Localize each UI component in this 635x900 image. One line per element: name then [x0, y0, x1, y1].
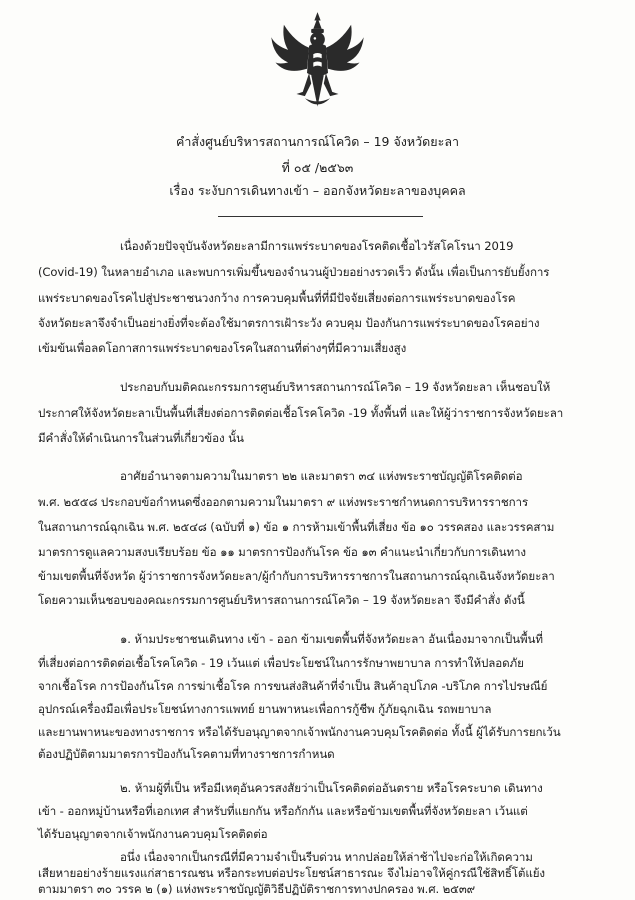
paragraph-3-line-1: อาศัยอำนาจตามความในมาตรา ๒๒ และมาตรา ๓๔ แห่งพระราชบัญญัติโรคติดต่อ	[120, 469, 523, 483]
paragraph-6-line-1: อนึ่ง เนื่องจากเป็นกรณีที่มีความจำเป็นรีบด่วน หากปล่อยให้ล่าช้าไปจะก่อให้เกิดความ	[120, 850, 533, 864]
paragraph-6-line-3: ตามมาตรา ๓๐ วรรค ๒ (๑) แห่งพระราชบัญญัติวิธีปฏิบัติราชการทางปกครอง พ.ศ. ๒๕๓๙	[38, 882, 476, 896]
order-title: คำสั่งศูนย์บริหารสถานการณ์โควิด – 19 จังหวัดยะลา	[175, 134, 459, 149]
order-number: ที่ ๐๕ /๒๕๖๓	[281, 160, 354, 175]
paragraph-3-line-6: โดยความเห็นชอบของคณะกรรมการศูนย์บริหารสถานการณ์โควิด – 19 จังหวัดยะลา จึงมีคำสั่ง ดังนี้	[38, 593, 525, 607]
paragraph-4-line-2: ที่เสี่ยงต่อการติดต่อเชื้อโรคโควิด - 19 เว้นแต่ เพื่อประโยชน์ในการรักษาพยาบาล การทำให้ปลอดภัย	[38, 656, 524, 670]
header-divider	[218, 216, 423, 217]
paragraph-4-line-6: ต้องปฏิบัติตามมาตรการป้องกันโรคตามที่ทางราชการกำหนด	[38, 747, 335, 761]
paragraph-4-line-5: และยานพาหนะของทางราชการ หรือได้รับอนุญาตจากเจ้าพนักงานควบคุมโรคติดต่อ ทั้งนี้ ผู้ได้รับการยกเว้น	[38, 725, 561, 739]
paragraph-5-line-1: ๒. ห้ามผู้ที่เป็น หรือมีเหตุอันควรสงสัยว่าเป็นโรคติดต่ออันตราย หรือโรคระบาด เดินทาง	[120, 781, 543, 795]
paragraph-3-line-5: ข้ามเขตพื้นที่จังหวัด ผู้ว่าราชการจังหวัดยะลา/ผู้กำกับการบริหารราชการในสถานการณ์ฉุกเฉินจังหวัดยะลา	[38, 569, 555, 583]
paragraph-4-line-4: อุปกรณ์เครื่องมือเพื่อประโยชน์ทางการแพทย์ ยานพาหนะเพื่อการกู้ชีพ กู้ภัยฉุกเฉิน รถพยาบาล	[38, 702, 492, 716]
garuda-emblem-icon	[265, 10, 370, 115]
paragraph-6-line-2: เสียหายอย่างร้ายแรงแก่สาธารณชน หรือกระทบต่อประโยชน์สาธารณะ จึงไม่อาจให้คู่กรณีใช้สิทธิ์โต้แย้ง	[38, 866, 545, 880]
paragraph-2-line-1: ประกอบกับมติคณะกรรมการศูนย์บริหารสถานการณ์โควิด – 19 จังหวัดยะลา เห็นชอบให้	[120, 380, 551, 394]
paragraph-3-line-4: มาตรการดูแลความสงบเรียบร้อย ข้อ ๑๑ มาตรการป้องกันโรค ข้อ ๑๓ คำแนะนำเกี่ยวกับการเดินทาง	[38, 545, 526, 559]
paragraph-2-line-2: ประกาศให้จังหวัดยะลาเป็นพื้นที่เสี่ยงต่อการติดต่อเชื้อโรคโควิด -19 ทั้งพื้นที่ และให้ผู้ว่าราชการจังหวัดยะลา	[38, 406, 564, 420]
paragraph-1-line-4: จังหวัดยะลาจึงจำเป็นอย่างยิ่งที่จะต้องใช้มาตรการเฝ้าระวัง ควบคุม ป้องกันการแพร่ระบาดของโรคอย่าง	[38, 316, 540, 330]
paragraph-4-line-1: ๑. ห้ามประชาชนเดินทาง เข้า - ออก ข้ามเขตพื้นที่จังหวัดยะลา อันเนื่องมาจากเป็นพื้นที่	[120, 632, 543, 646]
paragraph-5-line-3: ได้รับอนุญาตจากเจ้าพนักงานควบคุมโรคติดต่อ	[38, 827, 268, 841]
order-subject: เรื่อง ระงับการเดินทางเข้า – ออกจังหวัดยะลาของบุคคล	[169, 183, 466, 198]
paragraph-1-line-2: (Covid-19) ในหลายอำเภอ และพบการเพิ่มขึ้นของจำนวนผู้ป่วยอย่างรวดเร็ว ดังนั้น เพื่อเป็นการยับยั้งการ	[38, 265, 550, 279]
paragraph-4-line-3: จากเชื้อโรค การป้องกันโรค การฆ่าเชื้อโรค การขนส่งสินค้าที่จำเป็น สินค้าอุปโภค -บริโภค การไปรษณีย์	[38, 679, 548, 693]
paragraph-1-line-3: แพร่ระบาดของโรคไปสู่ประชาชนวงกว้าง การควบคุมพื้นที่ที่มีปัจจัยเสี่ยงต่อการแพร่ระบาดของโรค	[38, 291, 516, 305]
paragraph-2-line-3: มีคำสั่งให้ดำเนินการในส่วนที่เกี่ยวข้อง นั้น	[38, 431, 244, 445]
paragraph-1-line-5: เข้มข้นเพื่อลดโอกาสการแพร่ระบาดของโรคในสถานที่ต่างๆที่มีความเสี่ยงสูง	[38, 341, 407, 355]
paragraph-3-line-3: ในสถานการณ์ฉุกเฉิน พ.ศ. ๒๕๔๘ (ฉบับที่ ๑) ข้อ ๑ การห้ามเข้าพื้นที่เสี่ยง ข้อ ๑๐ วรรคสอง และวรรคสาม	[38, 520, 555, 534]
paragraph-1-line-1: เนื่องด้วยปัจจุบันจังหวัดยะลามีการแพร่ระบาดของโรคติดเชื้อไวรัสโคโรนา 2019	[120, 239, 514, 253]
paragraph-3-line-2: พ.ศ. ๒๕๕๘ ประกอบข้อกำหนดซึ่งออกตามความในมาตรา ๙ แห่งพระราชกำหนดการบริหารราชการ	[38, 495, 529, 509]
paragraph-5-line-2: เข้า - ออกหมู่บ้านหรือที่เอกเทศ สำหรับที่แยกกัน หรือกักกัน และหรือข้ามเขตพื้นที่จังหวัดยะลา เว้นแต่	[38, 804, 528, 818]
